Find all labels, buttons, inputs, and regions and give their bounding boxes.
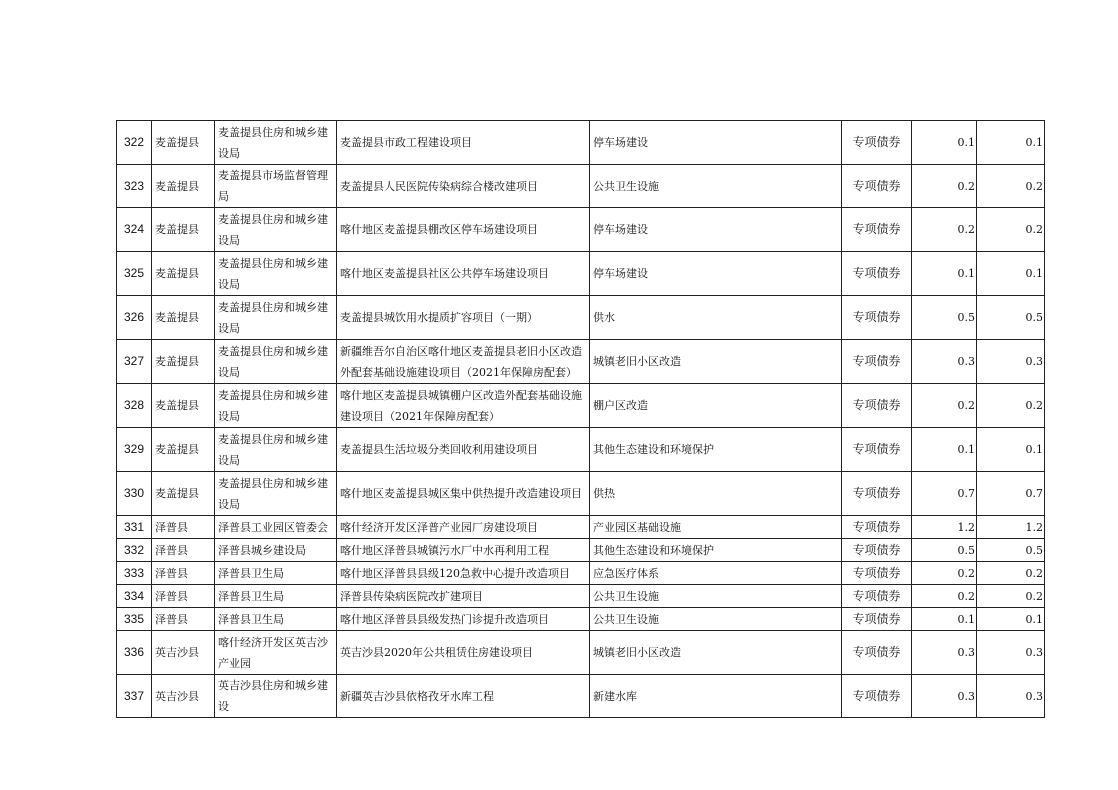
table-row [117, 631, 1045, 675]
amount-cell: 0.1 [912, 252, 977, 296]
project-name-cell: 喀什经济开发区泽普产业园厂房建设项目 [337, 516, 590, 539]
table-row [117, 562, 1045, 585]
bond-type-cell: 专项债券 [842, 208, 912, 252]
unit-cell: 麦盖提县住房和城乡建设局 [215, 208, 337, 252]
bond-type-cell: 专项债券 [842, 384, 912, 428]
table-row [117, 516, 1045, 539]
bond-type-cell: 专项债券 [842, 675, 912, 718]
county-cell: 泽普县 [152, 608, 215, 631]
amount-cell: 0.2 [912, 585, 977, 608]
county-cell: 泽普县 [152, 562, 215, 585]
county-cell: 泽普县 [152, 585, 215, 608]
bond-type-cell: 专项债券 [842, 472, 912, 516]
table-row [117, 384, 1045, 428]
amount-cell: 0.2 [977, 585, 1045, 608]
amount-cell: 0.7 [912, 472, 977, 516]
county-cell: 麦盖提县 [152, 428, 215, 472]
county-cell: 泽普县 [152, 516, 215, 539]
project-name-cell: 麦盖提县城饮用水提质扩容项目（一期） [337, 296, 590, 340]
table-body [117, 121, 1045, 718]
row-number: 337 [117, 675, 152, 718]
amount-cell: 0.2 [977, 384, 1045, 428]
amount-cell: 0.1 [912, 121, 977, 165]
table-row [117, 208, 1045, 252]
bond-type-cell: 专项债券 [842, 165, 912, 208]
unit-cell: 泽普县卫生局 [215, 585, 337, 608]
amount-cell: 0.5 [977, 296, 1045, 340]
amount-cell: 0.3 [977, 675, 1045, 718]
county-cell: 麦盖提县 [152, 252, 215, 296]
row-number: 332 [117, 539, 152, 562]
amount-cell: 0.1 [912, 608, 977, 631]
unit-cell: 英吉沙县住房和城乡建设 [215, 675, 337, 718]
project-name-cell: 英吉沙县2020年公共租赁住房建设项目 [337, 631, 590, 675]
table-row [117, 472, 1045, 516]
bond-type-cell: 专项债券 [842, 252, 912, 296]
unit-cell: 泽普县卫生局 [215, 608, 337, 631]
amount-cell: 0.1 [977, 121, 1045, 165]
field-cell: 公共卫生设施 [590, 165, 842, 208]
row-number: 331 [117, 516, 152, 539]
field-cell: 其他生态建设和环境保护 [590, 539, 842, 562]
county-cell: 麦盖提县 [152, 472, 215, 516]
project-name-cell: 喀什地区泽普县县级发热门诊提升改造项目 [337, 608, 590, 631]
field-cell: 产业园区基础设施 [590, 516, 842, 539]
field-cell: 应急医疗体系 [590, 562, 842, 585]
amount-cell: 0.5 [912, 296, 977, 340]
table-row [117, 539, 1045, 562]
row-number: 326 [117, 296, 152, 340]
unit-cell: 麦盖提县住房和城乡建设局 [215, 296, 337, 340]
amount-cell: 1.2 [912, 516, 977, 539]
bond-type-cell: 专项债券 [842, 428, 912, 472]
amount-cell: 0.1 [912, 428, 977, 472]
row-number: 324 [117, 208, 152, 252]
bond-type-cell: 专项债券 [842, 121, 912, 165]
field-cell: 供热 [590, 472, 842, 516]
amount-cell: 1.2 [977, 516, 1045, 539]
project-name-cell: 新疆英吉沙县依格孜牙水库工程 [337, 675, 590, 718]
bond-type-cell: 专项债券 [842, 608, 912, 631]
row-number: 325 [117, 252, 152, 296]
row-number: 323 [117, 165, 152, 208]
county-cell: 麦盖提县 [152, 121, 215, 165]
table-row [117, 296, 1045, 340]
field-cell: 停车场建设 [590, 121, 842, 165]
unit-cell: 泽普县工业园区管委会 [215, 516, 337, 539]
amount-cell: 0.2 [912, 384, 977, 428]
county-cell: 麦盖提县 [152, 296, 215, 340]
unit-cell: 泽普县卫生局 [215, 562, 337, 585]
field-cell: 棚户区改造 [590, 384, 842, 428]
county-cell: 英吉沙县 [152, 675, 215, 718]
table-row [117, 428, 1045, 472]
amount-cell: 0.3 [912, 340, 977, 384]
amount-cell: 0.3 [977, 631, 1045, 675]
row-number: 334 [117, 585, 152, 608]
county-cell: 英吉沙县 [152, 631, 215, 675]
unit-cell: 麦盖提县住房和城乡建设局 [215, 472, 337, 516]
row-number: 333 [117, 562, 152, 585]
amount-cell: 0.2 [977, 562, 1045, 585]
row-number: 322 [117, 121, 152, 165]
project-name-cell: 喀什地区泽普县县级120急救中心提升改造项目 [337, 562, 590, 585]
field-cell: 停车场建设 [590, 208, 842, 252]
bond-type-cell: 专项债券 [842, 516, 912, 539]
amount-cell: 0.1 [977, 608, 1045, 631]
amount-cell: 0.1 [977, 252, 1045, 296]
amount-cell: 0.3 [912, 631, 977, 675]
unit-cell: 麦盖提县市场监督管理局 [215, 165, 337, 208]
amount-cell: 0.2 [912, 562, 977, 585]
field-cell: 停车场建设 [590, 252, 842, 296]
amount-cell: 0.2 [912, 165, 977, 208]
project-name-cell: 麦盖提县人民医院传染病综合楼改建项目 [337, 165, 590, 208]
table-row [117, 340, 1045, 384]
unit-cell: 麦盖提县住房和城乡建设局 [215, 384, 337, 428]
county-cell: 泽普县 [152, 539, 215, 562]
amount-cell: 0.2 [977, 208, 1045, 252]
project-name-cell: 泽普县传染病医院改扩建项目 [337, 585, 590, 608]
table-row [117, 252, 1045, 296]
project-name-cell: 喀什地区麦盖提县城镇棚户区改造外配套基础设施建设项目（2021年保障房配套） [337, 384, 590, 428]
bond-type-cell: 专项债券 [842, 585, 912, 608]
amount-cell: 0.3 [912, 675, 977, 718]
field-cell: 其他生态建设和环境保护 [590, 428, 842, 472]
row-number: 335 [117, 608, 152, 631]
field-cell: 公共卫生设施 [590, 608, 842, 631]
table-row [117, 165, 1045, 208]
bond-type-cell: 专项债券 [842, 340, 912, 384]
table-row [117, 608, 1045, 631]
project-name-cell: 喀什地区麦盖提县城区集中供热提升改造建设项目 [337, 472, 590, 516]
amount-cell: 0.5 [912, 539, 977, 562]
project-name-cell: 麦盖提县生活垃圾分类回收利用建设项目 [337, 428, 590, 472]
county-cell: 麦盖提县 [152, 208, 215, 252]
county-cell: 麦盖提县 [152, 165, 215, 208]
row-number: 330 [117, 472, 152, 516]
county-cell: 麦盖提县 [152, 384, 215, 428]
project-name-cell: 喀什地区麦盖提县棚改区停车场建设项目 [337, 208, 590, 252]
bond-type-cell: 专项债券 [842, 296, 912, 340]
amount-cell: 0.5 [977, 539, 1045, 562]
project-name-cell: 喀什地区泽普县城镇污水厂中水再利用工程 [337, 539, 590, 562]
unit-cell: 麦盖提县住房和城乡建设局 [215, 340, 337, 384]
bond-type-cell: 专项债券 [842, 539, 912, 562]
unit-cell: 麦盖提县住房和城乡建设局 [215, 428, 337, 472]
table-row [117, 585, 1045, 608]
unit-cell: 喀什经济开发区英吉沙产业园 [215, 631, 337, 675]
amount-cell: 0.2 [912, 208, 977, 252]
row-number: 328 [117, 384, 152, 428]
row-number: 327 [117, 340, 152, 384]
project-name-cell: 喀什地区麦盖提县社区公共停车场建设项目 [337, 252, 590, 296]
table-row [117, 121, 1045, 165]
field-cell: 城镇老旧小区改造 [590, 340, 842, 384]
project-table [116, 120, 1045, 718]
unit-cell: 麦盖提县住房和城乡建设局 [215, 252, 337, 296]
field-cell: 供水 [590, 296, 842, 340]
field-cell: 城镇老旧小区改造 [590, 631, 842, 675]
field-cell: 公共卫生设施 [590, 585, 842, 608]
county-cell: 麦盖提县 [152, 340, 215, 384]
amount-cell: 0.1 [977, 428, 1045, 472]
bond-type-cell: 专项债券 [842, 631, 912, 675]
row-number: 329 [117, 428, 152, 472]
unit-cell: 泽普县城乡建设局 [215, 539, 337, 562]
field-cell: 新建水库 [590, 675, 842, 718]
table-row [117, 675, 1045, 718]
amount-cell: 0.3 [977, 340, 1045, 384]
project-name-cell: 新疆维吾尔自治区喀什地区麦盖提县老旧小区改造外配套基础设施建设项目（2021年保障房配套） [337, 340, 590, 384]
bond-type-cell: 专项债券 [842, 562, 912, 585]
amount-cell: 0.7 [977, 472, 1045, 516]
project-name-cell: 麦盖提县市政工程建设项目 [337, 121, 590, 165]
unit-cell: 麦盖提县住房和城乡建设局 [215, 121, 337, 165]
row-number: 336 [117, 631, 152, 675]
amount-cell: 0.2 [977, 165, 1045, 208]
